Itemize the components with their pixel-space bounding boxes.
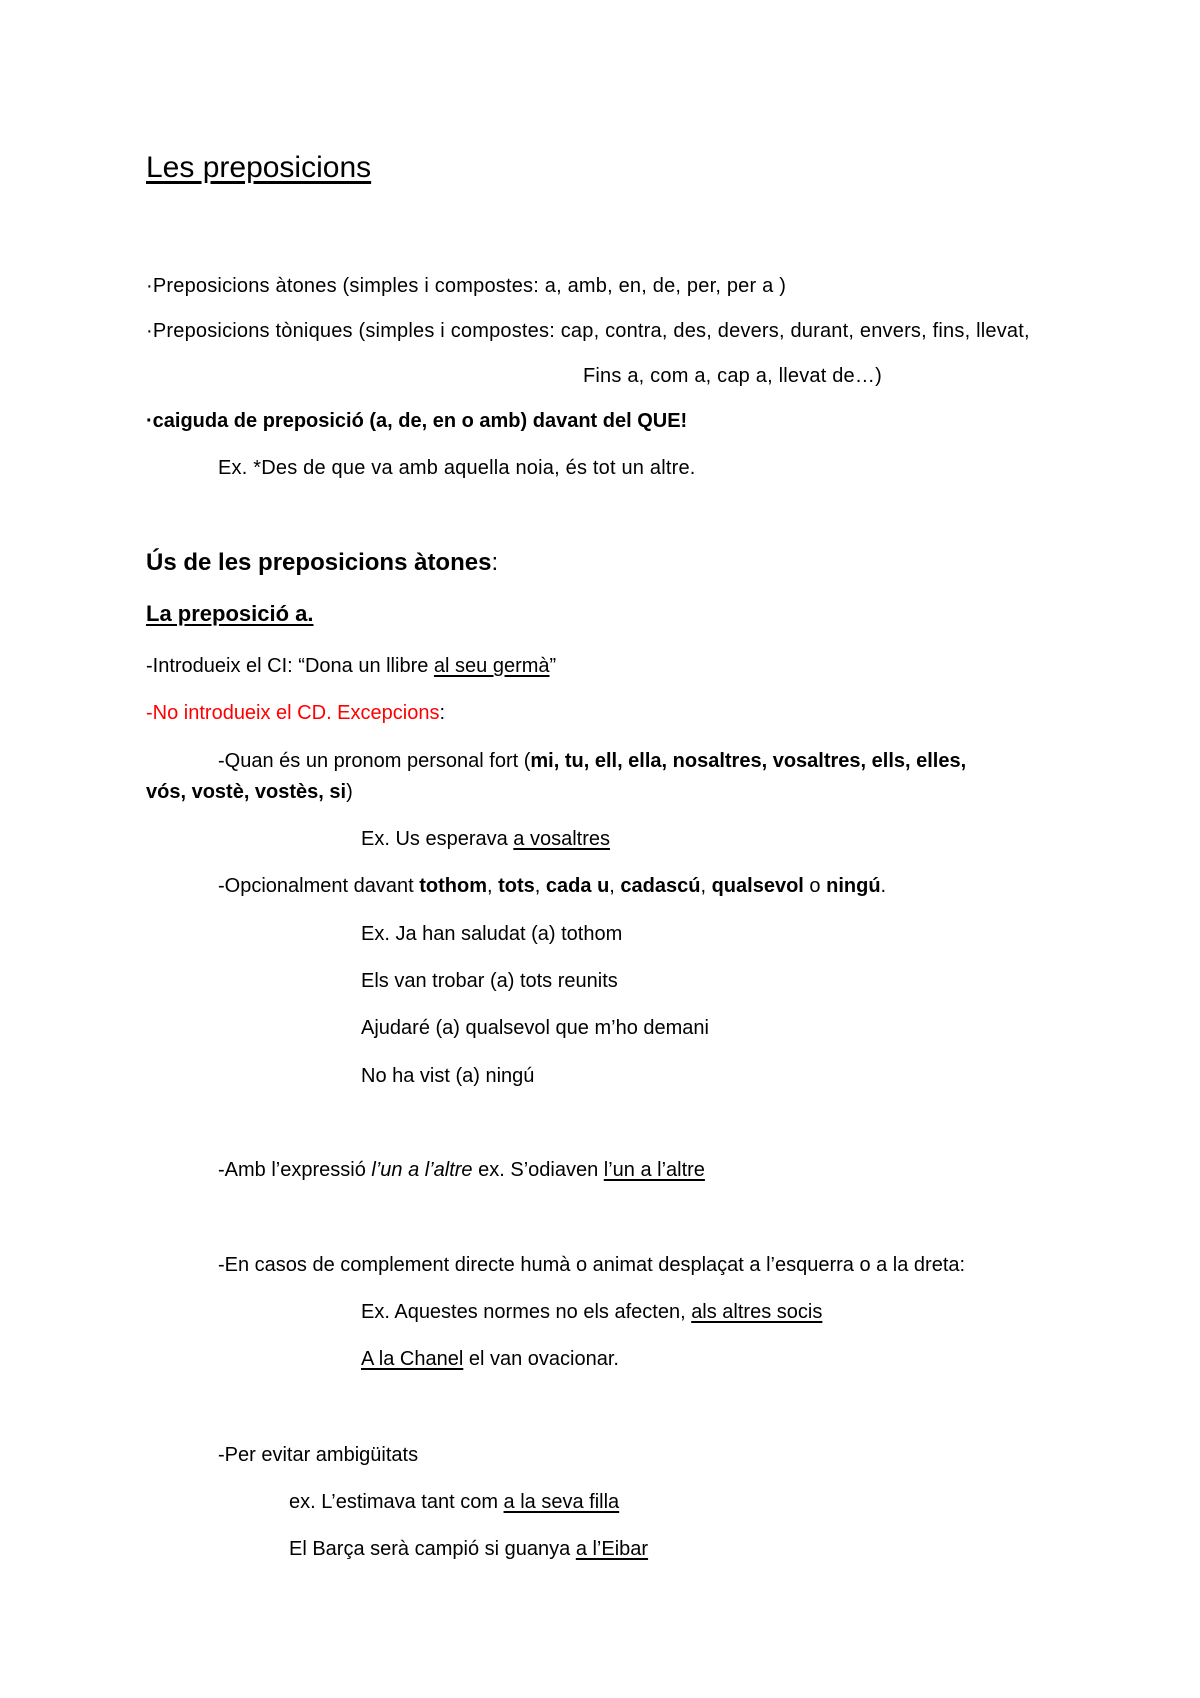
opcional-line <box>218 874 886 898</box>
section-heading <box>146 548 498 578</box>
ci-underlined: al seu germà <box>433 655 550 677</box>
opcional-word-3: cada u <box>545 875 610 897</box>
opcional-sep-5: o <box>803 875 827 897</box>
opcional-sep-1: , <box>487 875 499 897</box>
pronom-example-prefix: Ex. Us esperava <box>361 828 514 850</box>
expressio-prefix: -Amb l’expressió <box>218 1159 372 1181</box>
opcional-example-1: Ex. Ja han saludat (a) tothom <box>361 923 623 945</box>
intro-toniques-continued: Fins a, com a, cap a, llevat de…) <box>583 365 882 387</box>
intro-toniques: ·Preposicions tòniques (simples i compostes: cap, contra, des, devers, durant, envers, fins, llevat, <box>146 320 1030 342</box>
cd-line <box>146 701 445 725</box>
intro-atones: ·Preposicions àtones (simples i compostes: a, amb, en, de, per, per a ) <box>146 275 787 297</box>
opcional-example-3: Ajudaré (a) qualsevol que m’ho demani <box>361 1017 709 1039</box>
expressio-underlined: l’un a l’altre <box>603 1159 705 1181</box>
pronom-bold-1: mi, tu, ell, ella, nosaltres, vosaltres, ells, elles, <box>530 750 967 772</box>
opcional-word-1: tothom <box>419 875 487 897</box>
pronom-example <box>361 827 610 851</box>
expressio-line <box>218 1158 705 1182</box>
intro-caiguda-example: Ex. *Des de que va amb aquella noia, és tot un altre. <box>218 457 696 479</box>
opcional-word-4: cadascú <box>620 875 701 897</box>
expressio-italic: l’un a l’altre <box>371 1159 473 1181</box>
pronom-example-underlined: a vosaltres <box>513 828 611 850</box>
desplacat-example-2-underlined: A la Chanel <box>361 1348 464 1370</box>
section-heading-colon: : <box>491 549 499 576</box>
opcional-word-5: qualsevol <box>711 875 804 897</box>
ambiguitats-example-1-underlined: a la seva filla <box>503 1491 620 1513</box>
pronom-line-2 <box>146 780 353 804</box>
subheading: La preposició a. <box>146 601 314 626</box>
desplacat-example-1 <box>361 1300 822 1324</box>
ci-suffix: ” <box>549 655 557 677</box>
opcional-prefix: -Opcionalment davant <box>218 875 420 897</box>
desplacat-example-2-suffix: el van ovacionar. <box>463 1348 619 1370</box>
ci-line <box>146 654 556 678</box>
desplacat-example-1-underlined: als altres socis <box>691 1301 823 1323</box>
desplacat-example-2 <box>361 1347 619 1371</box>
opcional-word-2: tots <box>498 875 535 897</box>
pronom-suffix: ) <box>346 781 353 803</box>
ambiguitats-example-1 <box>289 1490 619 1514</box>
desplacat-line: -En casos de complement directe humà o animat desplaçat a l’esquerra o a la dreta: <box>218 1254 966 1276</box>
opcional-sep-6: . <box>880 875 887 897</box>
opcional-example-2: Els van trobar (a) tots reunits <box>361 970 618 992</box>
pronom-line <box>218 749 966 773</box>
opcional-sep-4: , <box>700 875 712 897</box>
opcional-example-4: No ha vist (a) ningú <box>361 1065 535 1087</box>
ambiguitats-example-1-prefix: ex. L’estimava tant com <box>289 1491 504 1513</box>
intro-caiguda: ·caiguda de preposició (a, de, en o amb) davant del QUE! <box>146 410 688 432</box>
cd-colon: : <box>439 702 446 724</box>
ambiguitats-line: -Per evitar ambigüitats <box>218 1444 419 1466</box>
ambiguitats-example-2 <box>289 1537 648 1561</box>
section-heading-text: Ús de les preposicions àtones <box>146 549 492 576</box>
desplacat-example-1-prefix: Ex. Aquestes normes no els afecten, <box>361 1301 692 1323</box>
ambiguitats-example-2-underlined: a l’Eibar <box>575 1538 649 1560</box>
opcional-word-6: ningú <box>826 875 881 897</box>
pronom-prefix: -Quan és un pronom personal fort ( <box>218 750 531 772</box>
pronom-bold-2: vós, vostè, vostès, si <box>146 781 347 803</box>
cd-red-text: -No introdueix el CD. Excepcions <box>146 702 440 724</box>
expressio-middle: ex. S’odiaven <box>472 1159 604 1181</box>
ci-prefix: -Introdueix el CI: “Dona un llibre <box>146 655 434 677</box>
page-title: Les preposicions <box>146 151 372 184</box>
ambiguitats-example-2-prefix: El Barça serà campió si guanya <box>289 1538 576 1560</box>
opcional-sep-2: , <box>534 875 546 897</box>
opcional-sep-3: , <box>609 875 621 897</box>
